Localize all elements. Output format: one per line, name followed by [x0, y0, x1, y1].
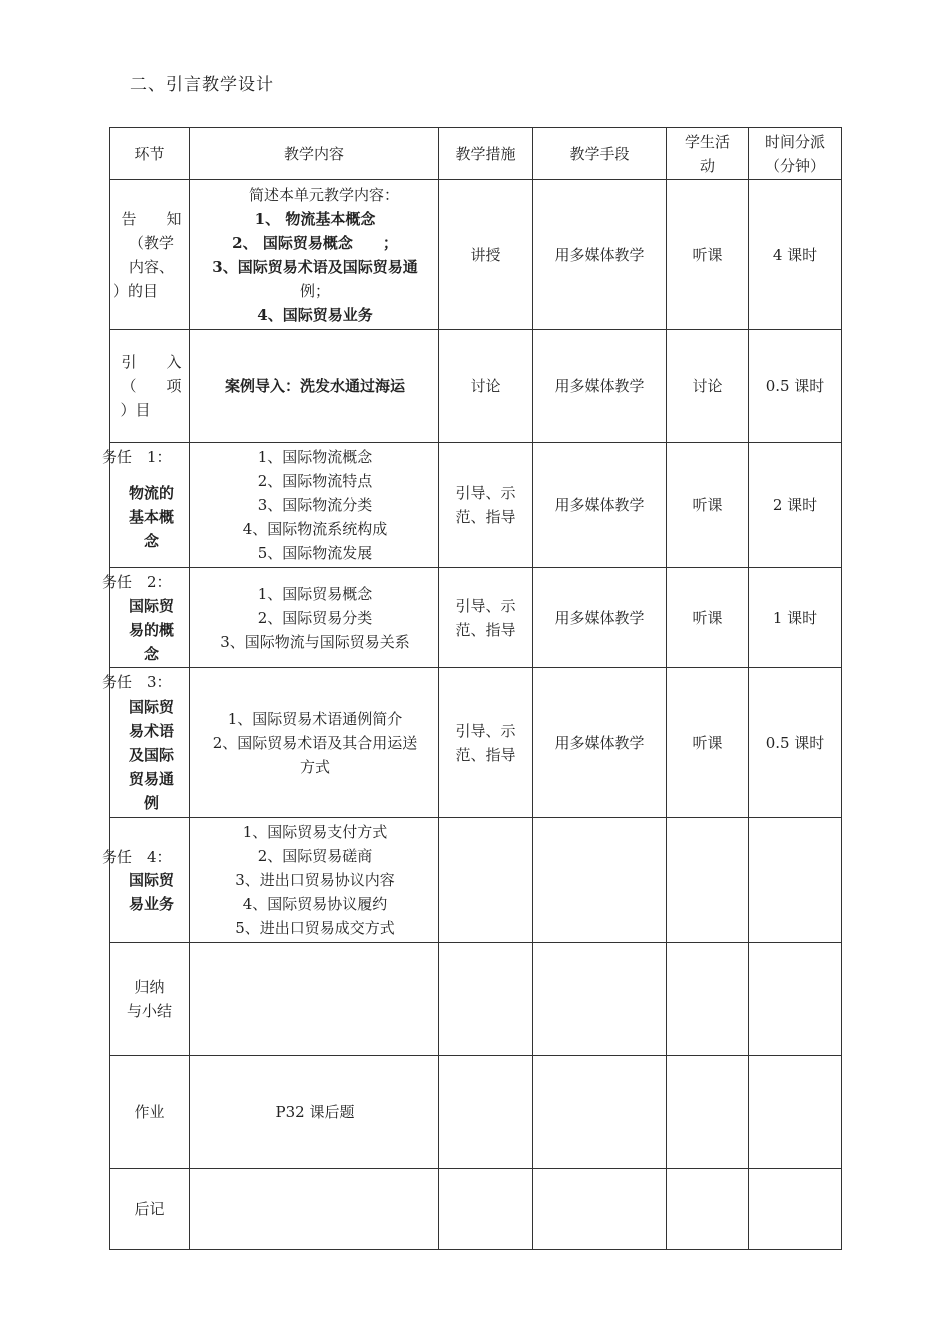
section-title: 二、引言教学设计: [130, 75, 274, 95]
means-cell: [533, 1169, 667, 1250]
stage-cell: [110, 180, 190, 330]
means-cell: [533, 818, 667, 943]
content-line: 2、国际贸易磋商: [257, 847, 373, 865]
content-line: 3、进出口贸易协议内容: [235, 871, 395, 889]
stage-line: 与小结: [126, 1002, 172, 1020]
content-cell: [190, 943, 439, 1056]
measure-line: 范、指导: [455, 620, 516, 639]
header-activity-line: 学生活: [684, 132, 730, 151]
content-line: 方式: [299, 757, 330, 776]
content-line: 4、国际贸易协议履约: [242, 895, 388, 913]
time-cell: 0.5 课时: [749, 330, 842, 443]
measure-cell: [439, 943, 533, 1056]
content-line: 1、国际贸易支付方式: [242, 823, 388, 841]
stage-cell: [102, 668, 190, 818]
time-cell: [749, 1056, 842, 1169]
stage-line: 及国际: [128, 745, 174, 764]
content-cell: [190, 443, 439, 568]
header-activity-line: 动: [699, 156, 715, 175]
content-line: 简述本单元教学内容：: [248, 185, 399, 204]
activity-cell: 听课: [667, 568, 749, 668]
activity-cell: 听课: [667, 443, 749, 568]
measure-line: 范、指导: [455, 508, 516, 526]
measure-cell: [439, 568, 533, 668]
stage-line: 国际贸: [128, 596, 174, 615]
header-time: [749, 128, 842, 180]
content-cell: [190, 180, 439, 330]
content-line: 2、国际贸易术语及其合用运送: [212, 733, 418, 752]
activity-cell: 听课: [667, 180, 749, 330]
activity-cell: 听课: [667, 668, 749, 818]
content-cell: [190, 1169, 439, 1250]
stage-cell: [110, 943, 190, 1056]
stage-line: 归纳: [134, 978, 165, 996]
stage-line: 例: [143, 793, 159, 812]
stage-line: 告 知: [121, 209, 182, 228]
header-time-line: （分钟）: [764, 156, 825, 175]
stage-line: ）目: [120, 401, 151, 419]
stage-line: 易的概: [128, 620, 174, 639]
lesson-plan-table: [102, 127, 842, 1250]
stage-cell: 作业: [110, 1056, 190, 1169]
content-cell: [190, 668, 439, 818]
content-line: 1、国际物流概念: [257, 448, 373, 466]
content-line: 1、 物流基本概念: [254, 209, 376, 228]
measure-cell: [439, 668, 533, 818]
stage-cell: 后记: [110, 1169, 190, 1250]
time-cell: 2 课时: [749, 443, 842, 568]
table-row: [110, 1056, 842, 1169]
time-cell: [749, 818, 842, 943]
table-row: [110, 943, 842, 1056]
stage-cell: [102, 818, 190, 943]
means-cell: 用多媒体教学: [533, 568, 667, 668]
stage-line: 易业务: [128, 895, 174, 913]
table-header-row: [110, 128, 842, 180]
stage-line: （教学: [128, 233, 174, 252]
means-cell: 用多媒体教学: [533, 180, 667, 330]
table-row: [110, 330, 842, 443]
task-number: 务任 3：: [102, 673, 172, 691]
measure-cell: [439, 443, 533, 568]
stage-line: （ 项: [121, 377, 182, 395]
content-line: 4、国际物流系统构成: [242, 520, 388, 538]
time-cell: 1 课时: [749, 568, 842, 668]
table-row: [110, 668, 842, 818]
content-line: 5、进出口贸易成交方式: [235, 919, 395, 937]
stage-line: 内容、: [128, 257, 174, 276]
content-line: 2、国际物流特点: [257, 472, 373, 490]
measure-line: 引导、示: [455, 596, 516, 615]
header-means: 教学手段: [533, 128, 667, 180]
time-cell: [749, 1169, 842, 1250]
measure-cell: [439, 1056, 533, 1169]
measure-line: 引导、示: [455, 721, 516, 740]
header-activity: [667, 128, 749, 180]
stage-line: 易术语: [128, 721, 174, 740]
content-line: 3、国际物流与国际贸易关系: [220, 632, 410, 651]
stage-cell: [110, 330, 190, 443]
stage-line: 基本概: [128, 508, 174, 526]
content-line: P32 课后题: [275, 1103, 355, 1121]
stage-cell: [102, 568, 190, 668]
means-cell: [533, 943, 667, 1056]
content-cell: [190, 330, 439, 443]
measure-line: 范、指导: [455, 745, 516, 764]
table-row: [110, 818, 842, 943]
content-line: 4、国际贸易业务: [257, 305, 373, 324]
content-line: 例；: [299, 281, 330, 300]
time-cell: [749, 943, 842, 1056]
task-number: 务任 4：: [102, 848, 172, 866]
content-line: 5、国际物流发展: [257, 544, 373, 562]
activity-cell: [667, 1056, 749, 1169]
stage-line: 国际贸: [128, 871, 174, 889]
header-stage: 环节: [110, 128, 190, 180]
content-cell: [190, 568, 439, 668]
time-cell: 4 课时: [749, 180, 842, 330]
content-line: 1、国际贸易术语通例简介: [227, 709, 403, 728]
header-content: 教学内容: [190, 128, 439, 180]
means-cell: 用多媒体教学: [533, 668, 667, 818]
content-line: 2、 国际贸易概念 ；: [232, 233, 398, 252]
measure-cell: [439, 1169, 533, 1250]
content-line: 案例导入：洗发水通过海运: [224, 377, 405, 395]
stage-cell: [102, 443, 190, 568]
activity-cell: [667, 943, 749, 1056]
content-line: 3、国际物流分类: [257, 496, 373, 514]
stage-line: 念: [143, 532, 159, 550]
measure-line: 引导、示: [455, 484, 516, 502]
content-line: 2、国际贸易分类: [257, 608, 373, 627]
content-cell: [190, 818, 439, 943]
measure-cell: [439, 818, 533, 943]
header-time-line: 时间分派: [764, 132, 825, 151]
stage-line: 物流的: [128, 484, 174, 502]
table-row: [110, 568, 842, 668]
measure-cell: 讲授: [439, 180, 533, 330]
activity-cell: [667, 818, 749, 943]
header-measure: 教学措施: [439, 128, 533, 180]
stage-line: 念: [143, 644, 159, 663]
task-number: 务任 1：: [102, 448, 172, 466]
measure-cell: 讨论: [439, 330, 533, 443]
activity-cell: [667, 1169, 749, 1250]
activity-cell: 讨论: [667, 330, 749, 443]
means-cell: 用多媒体教学: [533, 443, 667, 568]
means-cell: 用多媒体教学: [533, 330, 667, 443]
stage-line: 引 入: [121, 353, 182, 371]
table-row: [110, 1169, 842, 1250]
table-row: [110, 180, 842, 330]
stage-line: 贸易通: [128, 769, 174, 788]
content-cell: [190, 1056, 439, 1169]
stage-line: 国际贸: [128, 697, 174, 716]
content-line: 1、国际贸易概念: [257, 584, 373, 603]
time-cell: 0.5 课时: [749, 668, 842, 818]
stage-line: ）的目: [112, 281, 158, 300]
means-cell: [533, 1056, 667, 1169]
task-number: 务任 2：: [102, 573, 172, 591]
table-row: [110, 443, 842, 568]
content-line: 3、国际贸易术语及国际贸易通: [212, 257, 418, 276]
